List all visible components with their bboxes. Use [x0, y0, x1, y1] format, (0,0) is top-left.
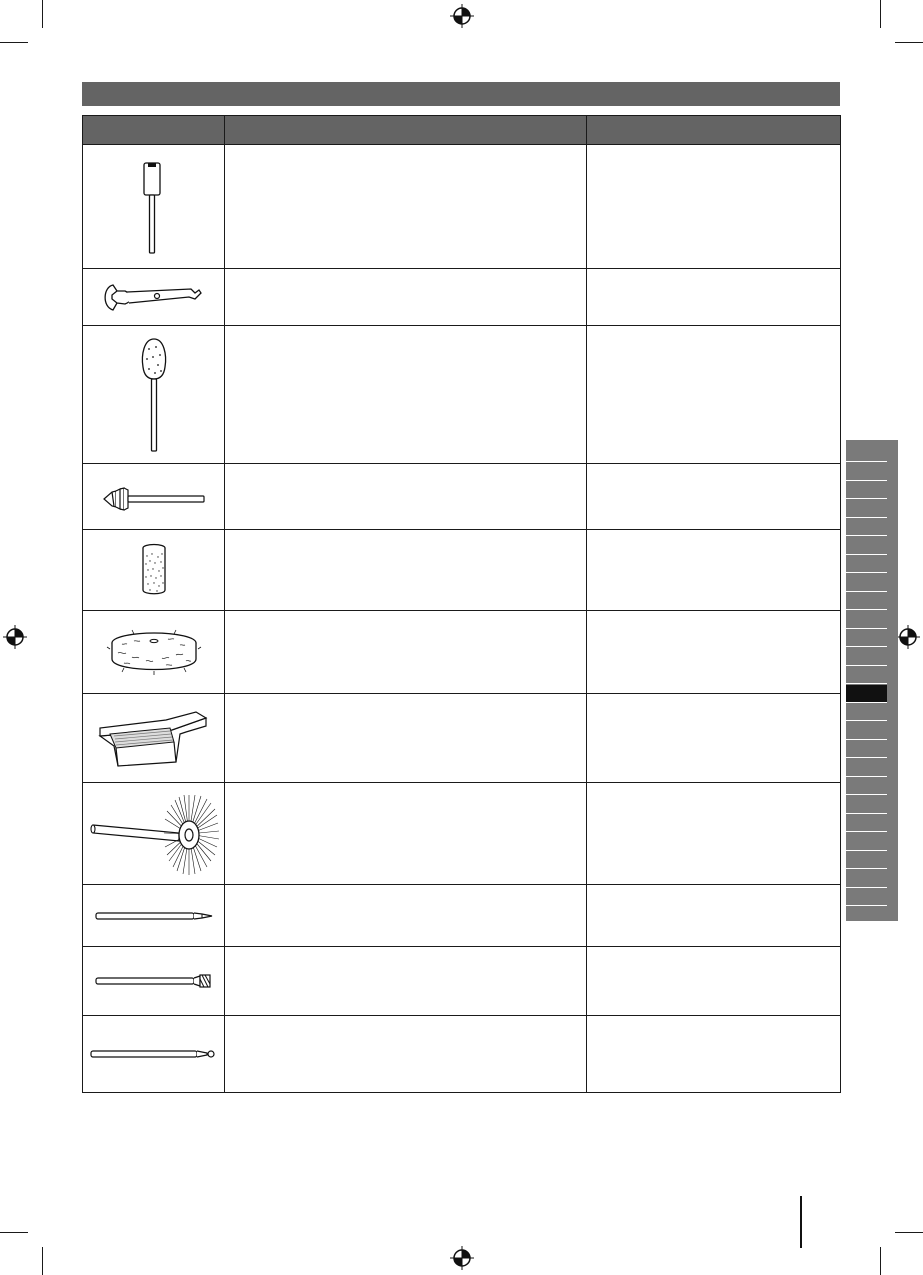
table-cell-use: [587, 269, 841, 326]
crop-mark: [42, 1247, 43, 1275]
ball-tip-bit-icon: [89, 1044, 219, 1064]
table-cell-description: [225, 885, 587, 947]
table-row: [83, 947, 841, 1016]
side-index-tab: [846, 796, 887, 814]
table-row: [83, 269, 841, 326]
table-row: [83, 694, 841, 783]
table-row: [83, 1016, 841, 1093]
table-row: [83, 145, 841, 269]
side-index-tab: [846, 444, 887, 462]
table-cell-image: [83, 326, 225, 464]
table-cell-use: [587, 145, 841, 269]
table-cell-description: [225, 145, 587, 269]
table-row: [83, 885, 841, 947]
side-index-tab: [846, 555, 887, 573]
table-cell-image: [83, 145, 225, 269]
wire-brush-icon: [89, 789, 219, 879]
side-index-tab: [846, 463, 887, 481]
table-cell-use: [587, 1016, 841, 1093]
side-index-tab: [846, 481, 887, 499]
table-cell-description: [225, 530, 587, 611]
table-cell-image: [83, 530, 225, 611]
crop-mark: [0, 1232, 28, 1233]
sanding-sleeve-icon: [134, 540, 174, 600]
side-index-tab: [846, 518, 887, 536]
table-cell-use: [587, 530, 841, 611]
table-cell-description: [225, 1016, 587, 1093]
table-cell-image: [83, 885, 225, 947]
spanner-wrench-icon: [99, 277, 209, 317]
table-cell-use: [587, 464, 841, 530]
table-row: [83, 530, 841, 611]
polishing-wheel-icon: [104, 627, 204, 677]
table-cell-description: [225, 464, 587, 530]
table-cell-image: [83, 783, 225, 885]
crop-mark: [42, 0, 43, 28]
side-index-tab: [846, 722, 887, 740]
table-cell-use: [587, 783, 841, 885]
table-cell-image: [83, 611, 225, 694]
header-use: [587, 116, 841, 145]
side-index-tab: [846, 537, 887, 555]
taper-drill-bit-icon: [102, 482, 206, 512]
table-cell-image: [83, 694, 225, 783]
table-cell-use: [587, 947, 841, 1016]
table-cell-description: [225, 694, 587, 783]
side-index-tab: [846, 907, 887, 925]
table-row: [83, 783, 841, 885]
table-cell-description: [225, 783, 587, 885]
side-index-tab: [846, 574, 887, 592]
registration-mark-icon: [450, 1246, 474, 1270]
table-cell-image: [83, 269, 225, 326]
side-index-tab: [846, 666, 887, 684]
table-cell-use: [587, 611, 841, 694]
side-index-tab: [846, 611, 887, 629]
crop-mark: [880, 1247, 881, 1275]
page-number-divider: [800, 1196, 802, 1248]
table-cell-description: [225, 269, 587, 326]
side-index-tab: [846, 592, 887, 610]
side-index-tab: [846, 500, 887, 518]
grinding-stone-icon: [134, 335, 174, 455]
side-index-tab: [846, 648, 887, 666]
side-index-tab: [846, 740, 887, 758]
engraving-tip-icon: [94, 906, 214, 926]
table-cell-use: [587, 694, 841, 783]
crop-mark: [880, 0, 881, 28]
side-index-tab: [846, 851, 887, 869]
side-index-tabs: [846, 440, 898, 921]
table-row: [83, 326, 841, 464]
cutter-bit-icon: [94, 971, 214, 991]
section-title-bar: [82, 82, 840, 106]
table-header-row: [83, 116, 841, 145]
header-description: [225, 116, 587, 145]
header-image: [83, 116, 225, 145]
storage-tray-icon: [96, 708, 212, 768]
table-cell-description: [225, 326, 587, 464]
registration-mark-icon: [3, 625, 27, 649]
registration-mark-icon: [896, 625, 920, 649]
table-cell-use: [587, 885, 841, 947]
side-index-tab: [846, 759, 887, 777]
table-row: [83, 464, 841, 530]
crop-mark: [895, 42, 923, 43]
table-cell-image: [83, 464, 225, 530]
crop-mark: [895, 1232, 923, 1233]
side-index-tab: [846, 833, 887, 851]
crop-mark: [0, 42, 28, 43]
side-index-tab: [846, 629, 887, 647]
table-cell-image: [83, 947, 225, 1016]
table-row: [83, 611, 841, 694]
side-index-tab: [846, 685, 887, 703]
table-cell-image: [83, 1016, 225, 1093]
table-cell-description: [225, 611, 587, 694]
side-index-tab: [846, 888, 887, 906]
sanding-drum-icon: [134, 157, 174, 257]
side-index-tab: [846, 777, 887, 795]
table-cell-use: [587, 326, 841, 464]
table-cell-description: [225, 947, 587, 1016]
registration-mark-icon: [450, 4, 474, 28]
side-index-tab: [846, 870, 887, 888]
side-index-tab: [846, 814, 887, 832]
accessory-table: [82, 115, 841, 1093]
side-index-tab: [846, 703, 887, 721]
